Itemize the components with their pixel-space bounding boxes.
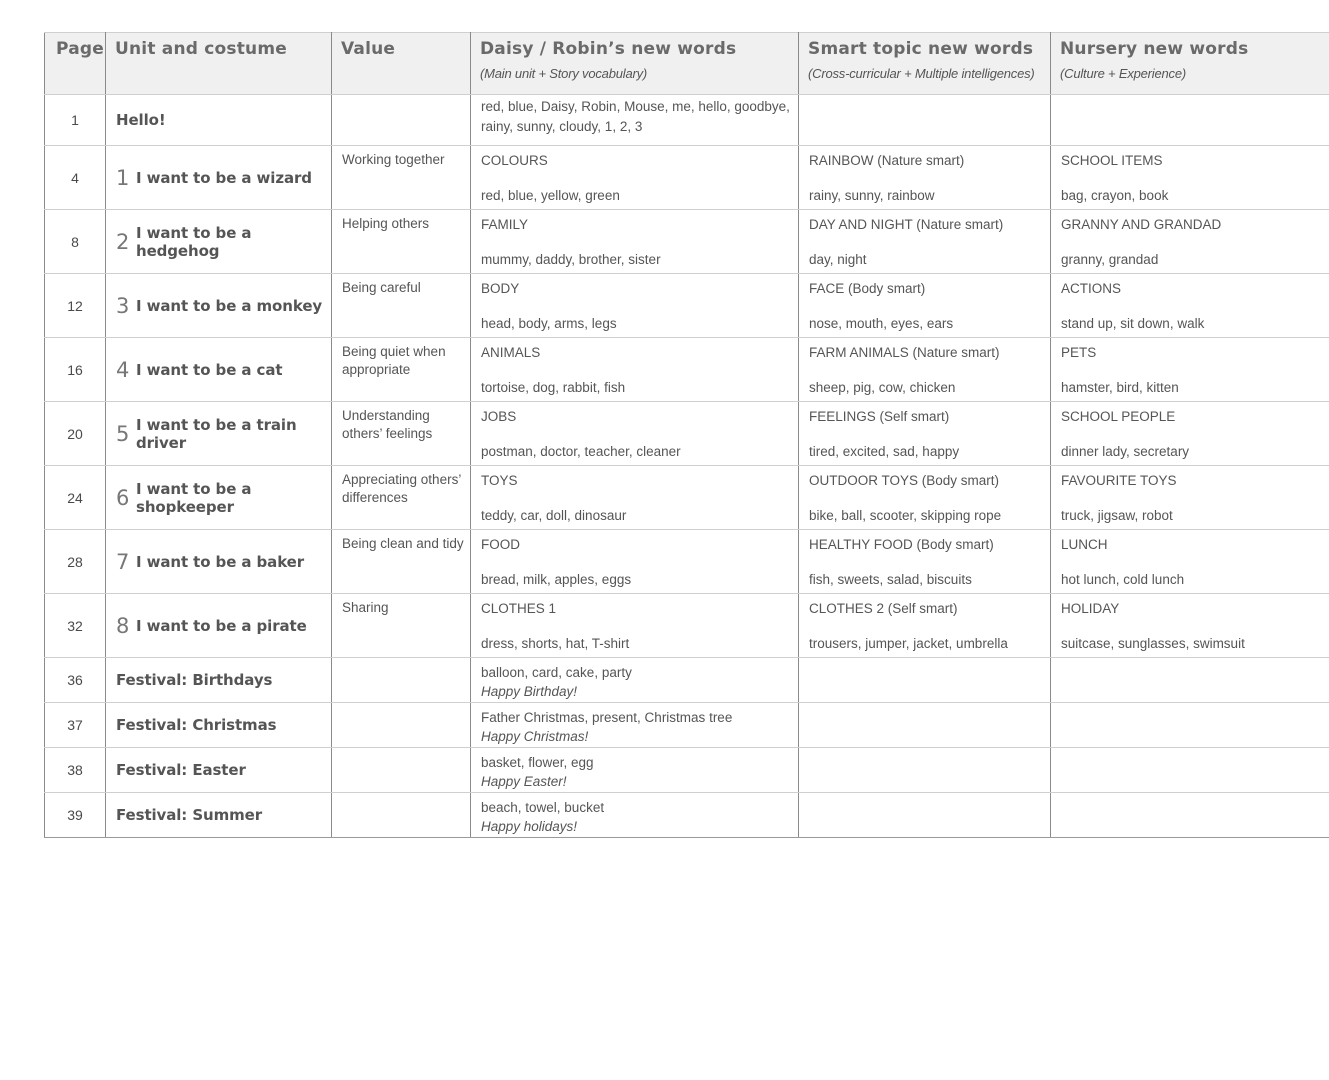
value-cell: Sharing	[332, 594, 471, 658]
festival-greeting: Happy Christmas!	[481, 729, 589, 744]
daisy-words: dress, shorts, hat, T-shirt	[481, 636, 630, 651]
unit-cell	[106, 274, 332, 338]
unit-line	[116, 166, 331, 190]
nursery-words-cell	[1051, 658, 1329, 703]
smart-words: tired, excited, sad, happy	[809, 444, 960, 459]
daisy-words: red, blue, Daisy, Robin, Mouse, me, hello, goodbye, rainy, sunny, cloudy, 1, 2, 3	[481, 99, 790, 134]
nursery-words: bag, crayon, book	[1061, 188, 1169, 203]
smart-words-cell	[799, 338, 1051, 402]
unit-title: I want to be a monkey	[136, 296, 323, 315]
unit-number: 6	[116, 485, 130, 510]
value-cell	[332, 703, 471, 748]
nursery-words: hot lunch, cold lunch	[1061, 572, 1185, 587]
table-row	[45, 146, 1329, 210]
unit-title: I want to be a baker	[136, 552, 305, 571]
page-number: 38	[45, 748, 106, 793]
table-row	[45, 466, 1329, 530]
unit-cell	[106, 210, 332, 274]
smart-topic: CLOTHES 2 (Self smart)	[809, 601, 958, 616]
unit-line	[116, 358, 331, 382]
table-row	[45, 594, 1329, 658]
page-number: 4	[45, 146, 106, 210]
unit-line	[116, 416, 331, 452]
value-cell: Being clean and tidy	[332, 530, 471, 594]
unit-cell	[106, 402, 332, 466]
unit-cell	[106, 146, 332, 210]
header-smart-title: Smart topic new words	[808, 39, 1034, 59]
daisy-topic: FAMILY	[481, 217, 529, 232]
table-row	[45, 338, 1329, 402]
value-cell	[332, 793, 471, 838]
smart-topic: FEELINGS (Self smart)	[809, 409, 950, 424]
header-daisy	[471, 33, 799, 95]
unit-line	[116, 480, 331, 516]
page-number: 39	[45, 793, 106, 838]
festival-greeting: Happy holidays!	[481, 819, 578, 834]
header-page	[45, 33, 106, 95]
unit-cell	[106, 793, 332, 838]
smart-topic: FACE (Body smart)	[809, 281, 926, 296]
table-row	[45, 748, 1329, 793]
daisy-words: red, blue, yellow, green	[481, 188, 620, 203]
unit-cell	[106, 466, 332, 530]
value-cell	[332, 658, 471, 703]
smart-words: day, night	[809, 252, 867, 267]
nursery-topic: LUNCH	[1061, 537, 1108, 552]
daisy-words-cell	[471, 594, 799, 658]
daisy-words-cell	[471, 703, 799, 748]
daisy-words: tortoise, dog, rabbit, fish	[481, 380, 626, 395]
smart-words-cell	[799, 402, 1051, 466]
table-row	[45, 95, 1329, 146]
daisy-words: bread, milk, apples, eggs	[481, 572, 632, 587]
smart-topic: HEALTHY FOOD (Body smart)	[809, 537, 994, 552]
header-unit-title: Unit and costume	[115, 39, 287, 59]
nursery-topic: GRANNY AND GRANDAD	[1061, 217, 1222, 232]
nursery-topic: HOLIDAY	[1061, 601, 1120, 616]
page-number: 20	[45, 402, 106, 466]
table-row	[45, 703, 1329, 748]
unit-cell	[106, 95, 332, 146]
smart-words-cell	[799, 274, 1051, 338]
daisy-words-cell	[471, 146, 799, 210]
nursery-words: granny, grandad	[1061, 252, 1159, 267]
value-cell: Being quiet when appropriate	[332, 338, 471, 402]
daisy-words-cell	[471, 210, 799, 274]
nursery-words: dinner lady, secretary	[1061, 444, 1190, 459]
smart-words-cell	[799, 466, 1051, 530]
unit-title: Festival: Easter	[116, 760, 246, 779]
table-row	[45, 530, 1329, 594]
page-number: 8	[45, 210, 106, 274]
nursery-words-cell	[1051, 210, 1329, 274]
header-unit	[106, 33, 332, 95]
daisy-words: beach, towel, bucket	[481, 800, 605, 815]
value-cell: Working together	[332, 146, 471, 210]
nursery-words-cell	[1051, 594, 1329, 658]
festival-greeting: Happy Birthday!	[481, 684, 578, 699]
unit-title: I want to be a pirate	[136, 616, 307, 635]
smart-topic: DAY AND NIGHT (Nature smart)	[809, 217, 1004, 232]
nursery-words: truck, jigsaw, robot	[1061, 508, 1173, 523]
nursery-topic: ACTIONS	[1061, 281, 1122, 296]
nursery-words-cell	[1051, 748, 1329, 793]
daisy-topic: COLOURS	[481, 153, 548, 168]
unit-cell	[106, 530, 332, 594]
smart-words-cell	[799, 95, 1051, 146]
smart-words: trousers, jumper, jacket, umbrella	[809, 636, 1008, 651]
smart-words: nose, mouth, eyes, ears	[809, 316, 954, 331]
header-value	[332, 33, 471, 95]
nursery-words-cell	[1051, 146, 1329, 210]
nursery-words: stand up, sit down, walk	[1061, 316, 1205, 331]
smart-topic: RAINBOW (Nature smart)	[809, 153, 965, 168]
unit-title: Festival: Summer	[116, 805, 263, 824]
smart-words-cell	[799, 210, 1051, 274]
unit-title: Hello!	[116, 110, 166, 129]
festival-greeting: Happy Easter!	[481, 774, 567, 789]
header-nursery-subtitle: (Culture + Experience)	[1060, 66, 1187, 81]
table-row	[45, 402, 1329, 466]
value-cell: Being careful	[332, 274, 471, 338]
nursery-words-cell	[1051, 530, 1329, 594]
unit-title: Festival: Christmas	[116, 715, 277, 734]
smart-topic: FARM ANIMALS (Nature smart)	[809, 345, 1000, 360]
table-row	[45, 793, 1329, 838]
unit-line	[116, 294, 331, 318]
nursery-words-cell	[1051, 793, 1329, 838]
unit-title: I want to be a train driver	[136, 415, 297, 452]
nursery-words-cell	[1051, 274, 1329, 338]
smart-words-cell	[799, 703, 1051, 748]
nursery-words-cell	[1051, 338, 1329, 402]
daisy-words: Father Christmas, present, Christmas tree	[481, 710, 733, 725]
table-row	[45, 658, 1329, 703]
unit-line	[116, 550, 331, 574]
unit-number: 8	[116, 613, 130, 638]
daisy-topic: JOBS	[481, 409, 517, 424]
unit-cell	[106, 338, 332, 402]
smart-words-cell	[799, 793, 1051, 838]
header-daisy-subtitle: (Main unit + Story vocabulary)	[480, 66, 648, 81]
smart-words-cell	[799, 658, 1051, 703]
daisy-words: mummy, daddy, brother, sister	[481, 252, 661, 267]
smart-words: bike, ball, scooter, skipping rope	[809, 508, 1002, 523]
daisy-words-cell	[471, 530, 799, 594]
daisy-words-cell	[471, 793, 799, 838]
header-page-title: Page	[56, 39, 104, 59]
nursery-words: suitcase, sunglasses, swimsuit	[1061, 636, 1245, 651]
nursery-topic: PETS	[1061, 345, 1097, 360]
unit-number: 4	[116, 357, 130, 382]
unit-cell	[106, 703, 332, 748]
value-cell: Understanding others’ feelings	[332, 402, 471, 466]
nursery-topic: SCHOOL PEOPLE	[1061, 409, 1176, 424]
smart-topic: OUTDOOR TOYS (Body smart)	[809, 473, 1000, 488]
value-cell: Helping others	[332, 210, 471, 274]
unit-line	[116, 614, 331, 638]
nursery-topic: SCHOOL ITEMS	[1061, 153, 1163, 168]
header-daisy-title: Daisy / Robin’s new words	[480, 39, 737, 59]
header-nursery	[1051, 33, 1329, 95]
daisy-words: basket, flower, egg	[481, 755, 594, 770]
contents-table-sheet	[44, 32, 1329, 838]
daisy-words-cell	[471, 95, 799, 146]
table-row	[45, 274, 1329, 338]
daisy-topic: BODY	[481, 281, 520, 296]
unit-number: 7	[116, 549, 130, 574]
daisy-topic: TOYS	[481, 473, 518, 488]
page-number: 28	[45, 530, 106, 594]
unit-line	[116, 224, 331, 260]
daisy-topic: FOOD	[481, 537, 520, 552]
daisy-words-cell	[471, 658, 799, 703]
value-cell	[332, 748, 471, 793]
smart-words: fish, sweets, salad, biscuits	[809, 572, 972, 587]
unit-number: 2	[116, 229, 130, 254]
daisy-words-cell	[471, 274, 799, 338]
unit-number: 3	[116, 293, 130, 318]
smart-words-cell	[799, 146, 1051, 210]
header-smart-subtitle: (Cross-curricular + Multiple intelligences)	[808, 66, 1035, 81]
unit-cell	[106, 658, 332, 703]
page-number: 32	[45, 594, 106, 658]
nursery-words-cell	[1051, 95, 1329, 146]
nursery-topic: FAVOURITE TOYS	[1061, 473, 1177, 488]
contents-table	[44, 32, 1329, 838]
page-number: 36	[45, 658, 106, 703]
daisy-words-cell	[471, 338, 799, 402]
daisy-topic: CLOTHES 1	[481, 601, 557, 616]
value-cell	[332, 95, 471, 146]
daisy-words-cell	[471, 748, 799, 793]
header-row	[45, 33, 1329, 95]
unit-cell	[106, 594, 332, 658]
unit-number: 1	[116, 165, 130, 190]
nursery-words: hamster, bird, kitten	[1061, 380, 1179, 395]
nursery-words-cell	[1051, 466, 1329, 530]
daisy-words: teddy, car, doll, dinosaur	[481, 508, 627, 523]
unit-title: Festival: Birthdays	[116, 670, 273, 689]
smart-words: rainy, sunny, rainbow	[809, 188, 935, 203]
daisy-words: head, body, arms, legs	[481, 316, 617, 331]
page-number: 37	[45, 703, 106, 748]
smart-words: sheep, pig, cow, chicken	[809, 380, 956, 395]
unit-title: I want to be a wizard	[136, 168, 312, 187]
page-number: 24	[45, 466, 106, 530]
table-row	[45, 210, 1329, 274]
value-cell: Appreciating others’ differences	[332, 466, 471, 530]
header-smart	[799, 33, 1051, 95]
smart-words-cell	[799, 748, 1051, 793]
nursery-words-cell	[1051, 402, 1329, 466]
daisy-words-cell	[471, 466, 799, 530]
header-value-title: Value	[341, 39, 396, 59]
daisy-words-cell	[471, 402, 799, 466]
daisy-words: postman, doctor, teacher, cleaner	[481, 444, 681, 459]
page-number: 1	[45, 95, 106, 146]
unit-title: I want to be a hedgehog	[136, 223, 252, 260]
unit-cell	[106, 748, 332, 793]
header-nursery-title: Nursery new words	[1060, 39, 1249, 59]
unit-title: I want to be a cat	[136, 360, 283, 379]
unit-number: 5	[116, 421, 130, 446]
daisy-words: balloon, card, cake, party	[481, 665, 632, 680]
smart-words-cell	[799, 594, 1051, 658]
page-number: 16	[45, 338, 106, 402]
nursery-words-cell	[1051, 703, 1329, 748]
unit-title: I want to be a shopkeeper	[136, 479, 252, 516]
daisy-topic: ANIMALS	[481, 345, 541, 360]
smart-words-cell	[799, 530, 1051, 594]
page-number: 12	[45, 274, 106, 338]
